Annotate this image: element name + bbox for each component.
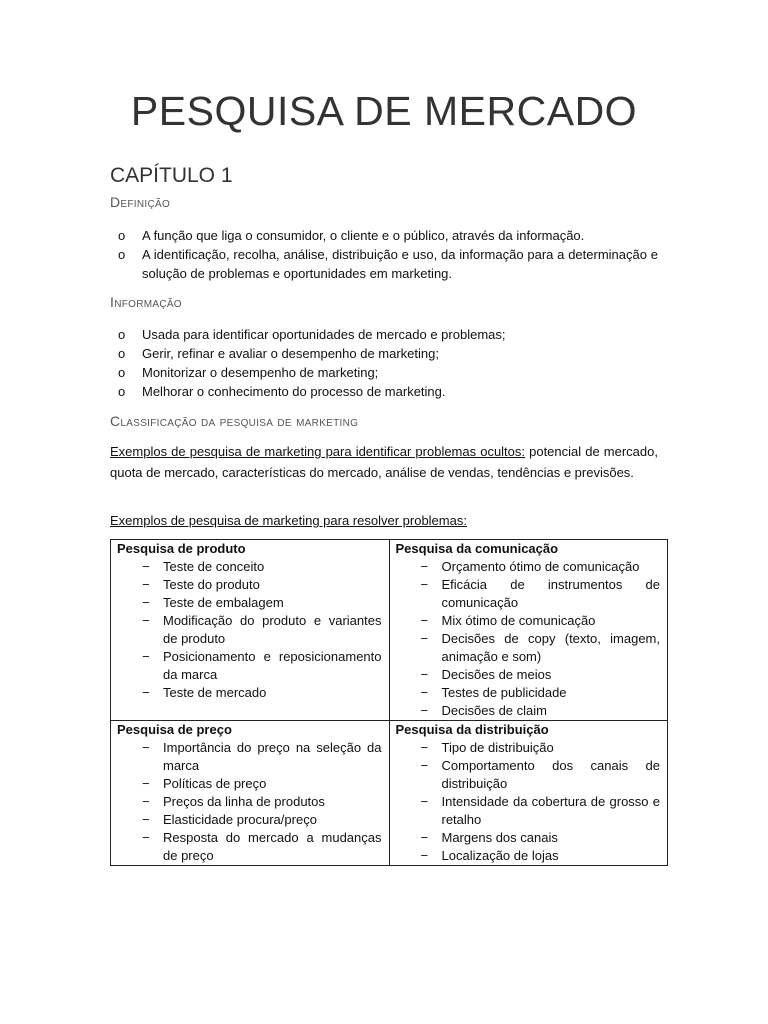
ocultos-label: Exemplos de pesquisa de marketing para identificar problemas ocultos:	[110, 444, 526, 459]
list-item: − Importância do preço na seleção da marca	[117, 739, 382, 775]
resolver-paragraph	[110, 510, 658, 531]
produto-list	[117, 558, 382, 702]
list-item: − Mix ótimo de comunicação	[396, 612, 661, 630]
table-row	[111, 721, 668, 866]
table-cell-produto	[111, 540, 390, 721]
list-item: − Modificação do produto e variantes de produto	[117, 612, 382, 648]
comunicacao-list	[396, 558, 661, 720]
list-item: o Melhorar o conhecimento do processo de marketing.	[110, 382, 658, 401]
table-cell-comunicacao	[389, 540, 668, 721]
list-item: − Margens dos canais	[396, 829, 661, 847]
cell-heading: Pesquisa da distribuição	[395, 722, 549, 737]
list-item: − Teste de conceito	[117, 558, 382, 576]
table-row	[111, 540, 668, 721]
page-title: PESQUISA DE MERCADO	[130, 88, 638, 134]
list-item: − Posicionamento e reposicionamento da marca	[117, 648, 382, 684]
list-item: − Intensidade da cobertura de grosso e retalho	[396, 793, 661, 829]
list-item: − Tipo de distribuição	[396, 739, 661, 757]
informacao-list	[110, 325, 658, 401]
table-cell-preco	[111, 721, 390, 866]
list-item: − Comportamento dos canais de distribuição	[396, 757, 661, 793]
research-types-table	[110, 539, 668, 866]
list-item: o A função que liga o consumidor, o cliente e o público, através da informação.	[110, 226, 658, 245]
list-item: − Testes de publicidade	[396, 684, 661, 702]
list-item: − Eficácia de instrumentos de comunicação	[396, 576, 661, 612]
list-item: − Orçamento ótimo de comunicação	[396, 558, 661, 576]
informacao-heading: Informação	[110, 294, 182, 310]
classificacao-heading: Classificação da pesquisa de marketing	[110, 413, 359, 429]
chapter-heading: CAPÍTULO 1	[110, 164, 233, 187]
definicao-list	[110, 226, 658, 283]
table-cell-distribuicao	[389, 721, 668, 866]
list-item: o Monitorizar o desempenho de marketing;	[110, 363, 658, 382]
list-item: − Preços da linha de produtos	[117, 793, 382, 811]
list-item: − Localização de lojas	[396, 847, 661, 865]
list-item: − Elasticidade procura/preço	[117, 811, 382, 829]
list-item: − Decisões de claim	[396, 702, 661, 720]
preco-list	[117, 739, 382, 865]
list-item: − Políticas de preço	[117, 775, 382, 793]
list-item: o A identificação, recolha, análise, distribuição e uso, da informação para a determinação e solução de problemas e oportunidades em marketing.	[110, 245, 658, 283]
list-item: − Resposta do mercado a mudanças de preço	[117, 829, 382, 865]
list-item: − Teste do produto	[117, 576, 382, 594]
list-item: − Decisões de meios	[396, 666, 661, 684]
ocultos-paragraph	[110, 441, 658, 483]
distribuicao-list	[396, 739, 661, 865]
list-item: − Teste de mercado	[117, 684, 382, 702]
cell-heading: Pesquisa de preço	[117, 722, 232, 737]
list-item: o Gerir, refinar e avaliar o desempenho de marketing;	[110, 344, 658, 363]
ocultos-text: potencial de mercado, quota de mercado, características do mercado, análise de vendas, tendências e previsões.	[110, 444, 658, 480]
cell-heading: Pesquisa da comunicação	[395, 541, 559, 556]
list-item: − Teste de embalagem	[117, 594, 382, 612]
list-item: o Usada para identificar oportunidades de mercado e problemas;	[110, 325, 658, 344]
definicao-heading: Definição	[110, 194, 171, 210]
cell-heading: Pesquisa de produto	[117, 541, 246, 556]
resolver-label: Exemplos de pesquisa de marketing para resolver problemas:	[110, 513, 467, 528]
list-item: − Decisões de copy (texto, imagem, animação e som)	[396, 630, 661, 666]
